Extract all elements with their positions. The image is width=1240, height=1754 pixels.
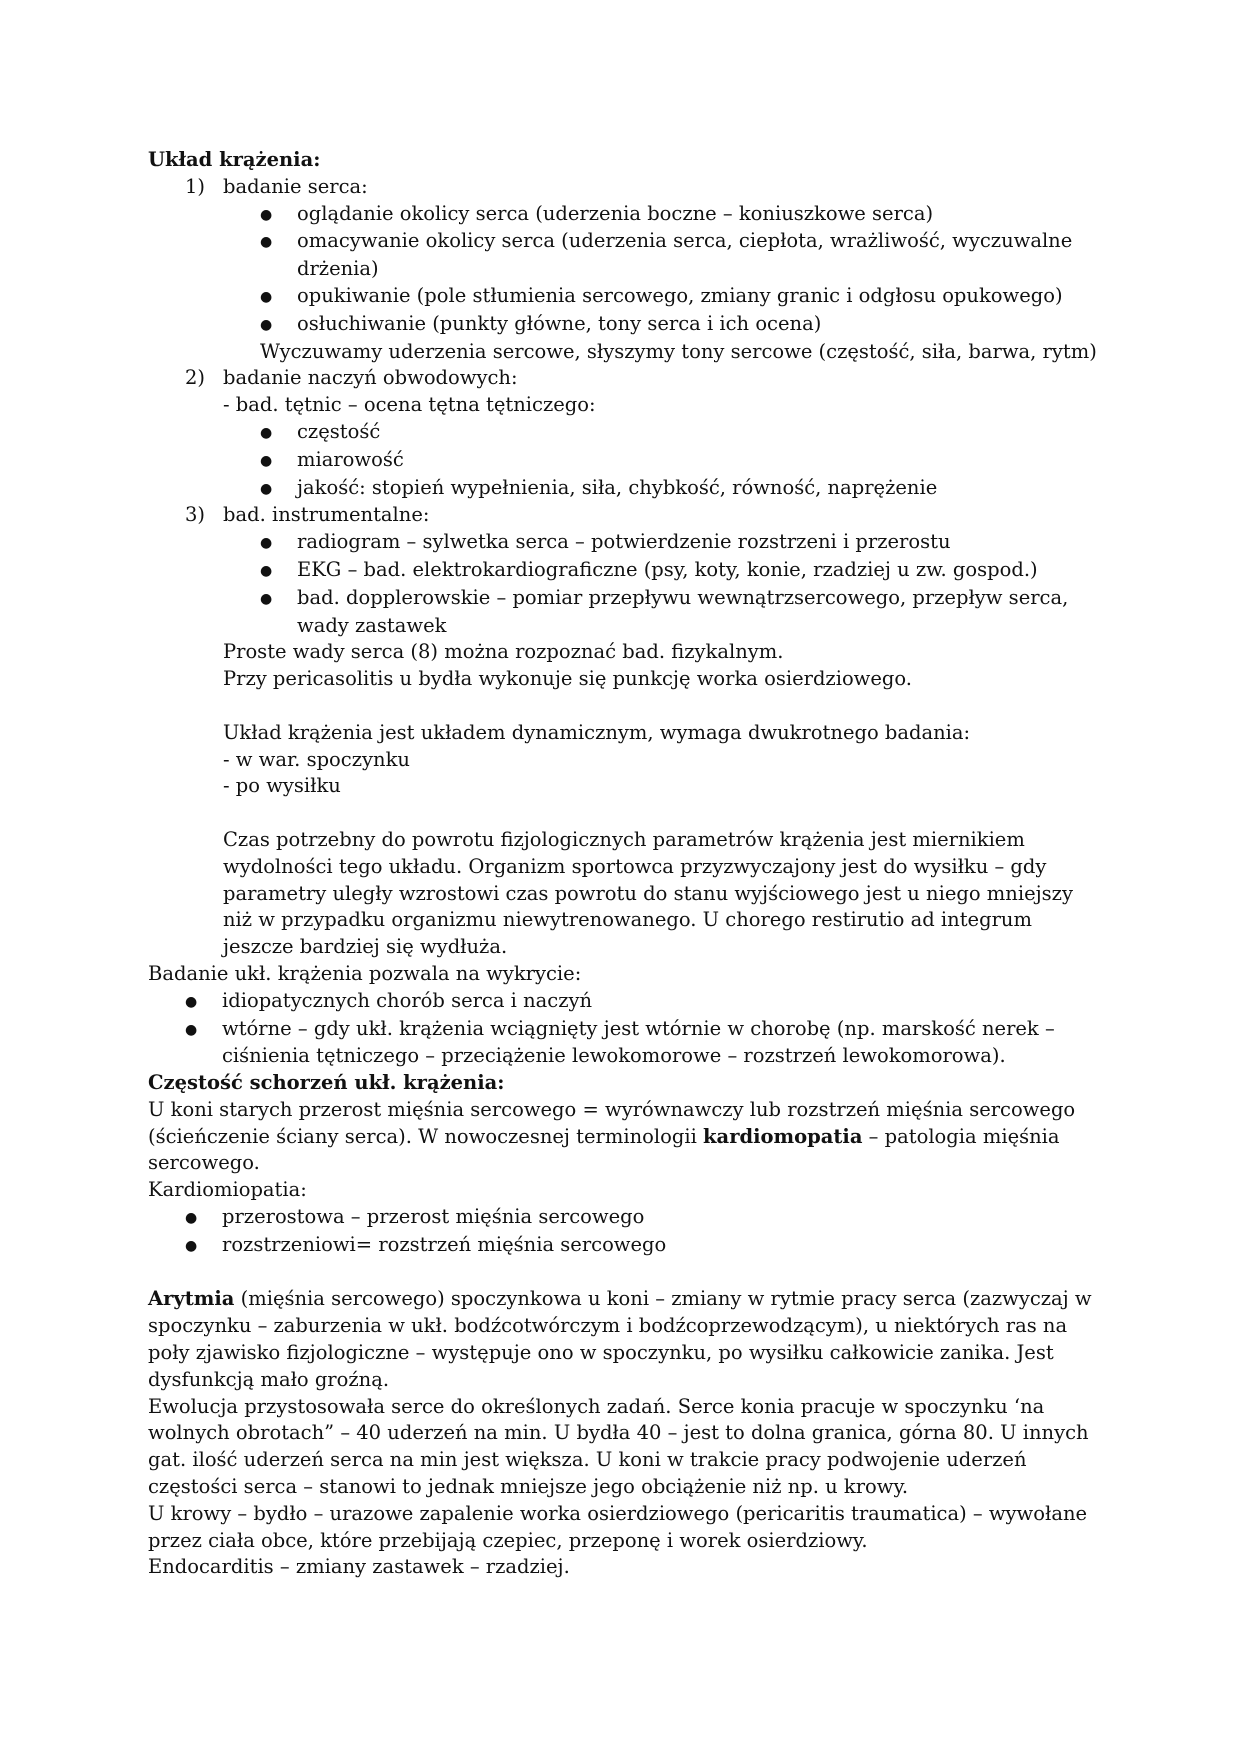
kardio-intro: Kardiomiopatia: bbox=[148, 1178, 307, 1202]
bullet-icon: ● bbox=[185, 1237, 198, 1254]
bullet-item: ● omacywanie okolicy serca (uderzenia serca, ciepłota, wrażliwość, wyczuwalne bbox=[148, 228, 1098, 256]
bullet-icon: ● bbox=[260, 562, 273, 579]
bold-term: kardiomopatia bbox=[703, 1124, 863, 1148]
bullet-continuation: drżenia) bbox=[297, 257, 379, 281]
numbered-item-1: 1) badanie serca: bbox=[185, 174, 368, 198]
bullet-continuation: ciśnienia tętniczego – przeciążenie lewokomorowe – rozstrzeń lewokomorowa). bbox=[222, 1044, 1006, 1068]
paragraph-line: Ewolucja przystosowała serce do określonych zadań. Serce konia pracuje w spoczynku ‘na bbox=[148, 1394, 1045, 1418]
bullet-icon: ● bbox=[260, 590, 273, 607]
bold-term: Arytmia bbox=[148, 1287, 235, 1311]
section-heading: Układ krążenia: bbox=[148, 148, 321, 171]
numbered-item-2: 2) badanie naczyń obwodowych: bbox=[185, 366, 518, 390]
numbered-item-3: 3) bad. instrumentalne: bbox=[185, 503, 430, 527]
bullet-item: ● osłuchiwanie (punkty główne, tony serca i ich ocena) bbox=[148, 311, 1098, 339]
bullet-item: ● rozstrzeniowi= rozstrzeń mięśnia sercowego bbox=[148, 1232, 1098, 1260]
bullet-item: ● miarowość bbox=[148, 447, 1098, 475]
paragraph-line: dysfunkcją mało groźną. bbox=[148, 1367, 390, 1391]
paragraph-line: U koni starych przerost mięśnia sercowego = wyrównawczy lub rozstrzeń mięśnia sercowego bbox=[148, 1097, 1076, 1121]
bullet-icon: ● bbox=[260, 535, 273, 552]
bullet-item: ● oglądanie okolicy serca (uderzenia boczne – koniuszkowe serca) bbox=[148, 201, 1098, 229]
paragraph-line: częstości serca – stanowi to jednak mniejsze jego obciążenie niż np. u krowy. bbox=[148, 1475, 909, 1499]
bullet-item: ● wtórne – gdy ukł. krążenia wciągnięty jest wtórnie w chorobę (np. marskość nerek – bbox=[148, 1016, 1098, 1044]
bullet-item: ● radiogram – sylwetka serca – potwierdzenie rozstrzeni i przerostu bbox=[148, 529, 1098, 557]
bullet-item: ● przerostowa – przerost mięśnia sercowego bbox=[148, 1204, 1098, 1232]
bullet-icon: ● bbox=[260, 206, 273, 223]
bullet-icon: ● bbox=[260, 424, 273, 441]
paragraph-line: U krowy – bydło – urazowe zapalenie worka osierdziowego (pericaritis traumatica) – wywołane bbox=[148, 1501, 1088, 1525]
paragraph-line: parametry uległy wzrostowi czas powrotu do stanu wyjściowego jest u niego mniejszy bbox=[223, 881, 1073, 905]
dynamic-line: - po wysiłku bbox=[223, 774, 341, 798]
section3-note: Przy pericasolitis u bydła wykonuje się punkcję worka osierdziowego. bbox=[223, 667, 912, 691]
paragraph-line: Endocarditis – zmiany zastawek – rzadziej. bbox=[148, 1555, 570, 1579]
paragraph-line: niż w przypadku organizmu niewytrenowanego. U chorego restirutio ad integrum bbox=[223, 908, 1032, 932]
spacer bbox=[148, 800, 1098, 827]
bullet-icon: ● bbox=[185, 1210, 198, 1227]
bullet-icon: ● bbox=[185, 993, 198, 1010]
section-heading: Częstość schorzeń ukł. krążenia: bbox=[148, 1071, 505, 1095]
bullet-item: ● opukiwanie (pole stłumienia sercowego, zmiany granic i odgłosu opukowego) bbox=[148, 283, 1098, 311]
bullet-icon: ● bbox=[185, 1021, 198, 1038]
paragraph-line: wolnych obrotach” – 40 uderzeń na min. U bydła 40 – jest to dolna granica, górna 80. U innych bbox=[148, 1421, 1089, 1445]
spacer bbox=[148, 693, 1098, 720]
dynamic-line: Układ krążenia jest układem dynamicznym, wymaga dwukrotnego badania: bbox=[223, 720, 971, 744]
bullet-item: ● idiopatycznych chorób serca i naczyń bbox=[148, 988, 1098, 1016]
paragraph-line: gat. ilość uderzeń serca na min jest większa. U koni w trakcie pracy podwojenie uderzeń bbox=[148, 1448, 1027, 1472]
spacer bbox=[148, 1260, 1098, 1287]
paragraph-line: poły zjawisko fizjologiczne – występuje ono w spoczynku, po wysiłku całkowicie zanika. Jest bbox=[148, 1341, 1054, 1365]
dynamic-line: - w war. spoczynku bbox=[223, 747, 410, 771]
paragraph-line: Arytmia (mięśnia sercowego) spoczynkowa u koni – zmiany w rytmie pracy serca (zazwyczaj w bbox=[148, 1287, 1092, 1311]
document-page bbox=[148, 147, 1098, 1581]
bullet-icon: ● bbox=[260, 480, 273, 497]
bullet-item: ● EKG – bad. elektrokardiograficzne (psy, koty, konie, rzadziej u zw. gospod.) bbox=[148, 557, 1098, 585]
bullet-item: ● jakość: stopień wypełnienia, siła, chybkość, równość, naprężenie bbox=[148, 475, 1098, 503]
paragraph-line: jeszcze bardziej się wydłuża. bbox=[223, 935, 508, 959]
detect-intro: Badanie ukł. krążenia pozwala na wykrycie: bbox=[148, 961, 582, 985]
paragraph-line: przez ciała obce, które przebijają czepiec, przeponę i worek osierdziowy. bbox=[148, 1528, 868, 1552]
bullet-item: ● częstość bbox=[148, 419, 1098, 447]
paragraph-line: spoczynku – zaburzenia w ukł. bodźcotwórczym i bodźcoprzewodzącym), u niektórych ras na bbox=[148, 1314, 1068, 1338]
paragraph-line: wydolności tego układu. Organizm sportowca przyzwyczajony jest do wysiłku – gdy bbox=[223, 854, 1047, 878]
bullet-icon: ● bbox=[260, 452, 273, 469]
bullet-icon: ● bbox=[260, 234, 273, 251]
paragraph-line: (ścieńczenie ściany serca). W nowoczesnej terminologii kardiomopatia – patologia mięśnia bbox=[148, 1124, 1060, 1148]
sub-item: - bad. tętnic – ocena tętna tętniczego: bbox=[223, 393, 596, 417]
paragraph-line: sercowego. bbox=[148, 1151, 260, 1175]
bullet-icon: ● bbox=[260, 288, 273, 305]
bullet-icon: ● bbox=[260, 316, 273, 333]
paragraph-line: Czas potrzebny do powrotu fizjologicznych parametrów krążenia jest miernikiem bbox=[223, 827, 1025, 851]
bullet-continuation: wady zastawek bbox=[297, 613, 447, 637]
section3-note: Proste wady serca (8) można rozpoznać bad. fizykalnym. bbox=[223, 640, 784, 664]
bullet-item: ● bad. dopplerowskie – pomiar przepływu wewnątrzsercowego, przepływ serca, bbox=[148, 585, 1098, 613]
section1-note: Wyczuwamy uderzenia sercowe, słyszymy tony sercowe (częstość, siła, barwa, rytm) bbox=[260, 339, 1097, 363]
